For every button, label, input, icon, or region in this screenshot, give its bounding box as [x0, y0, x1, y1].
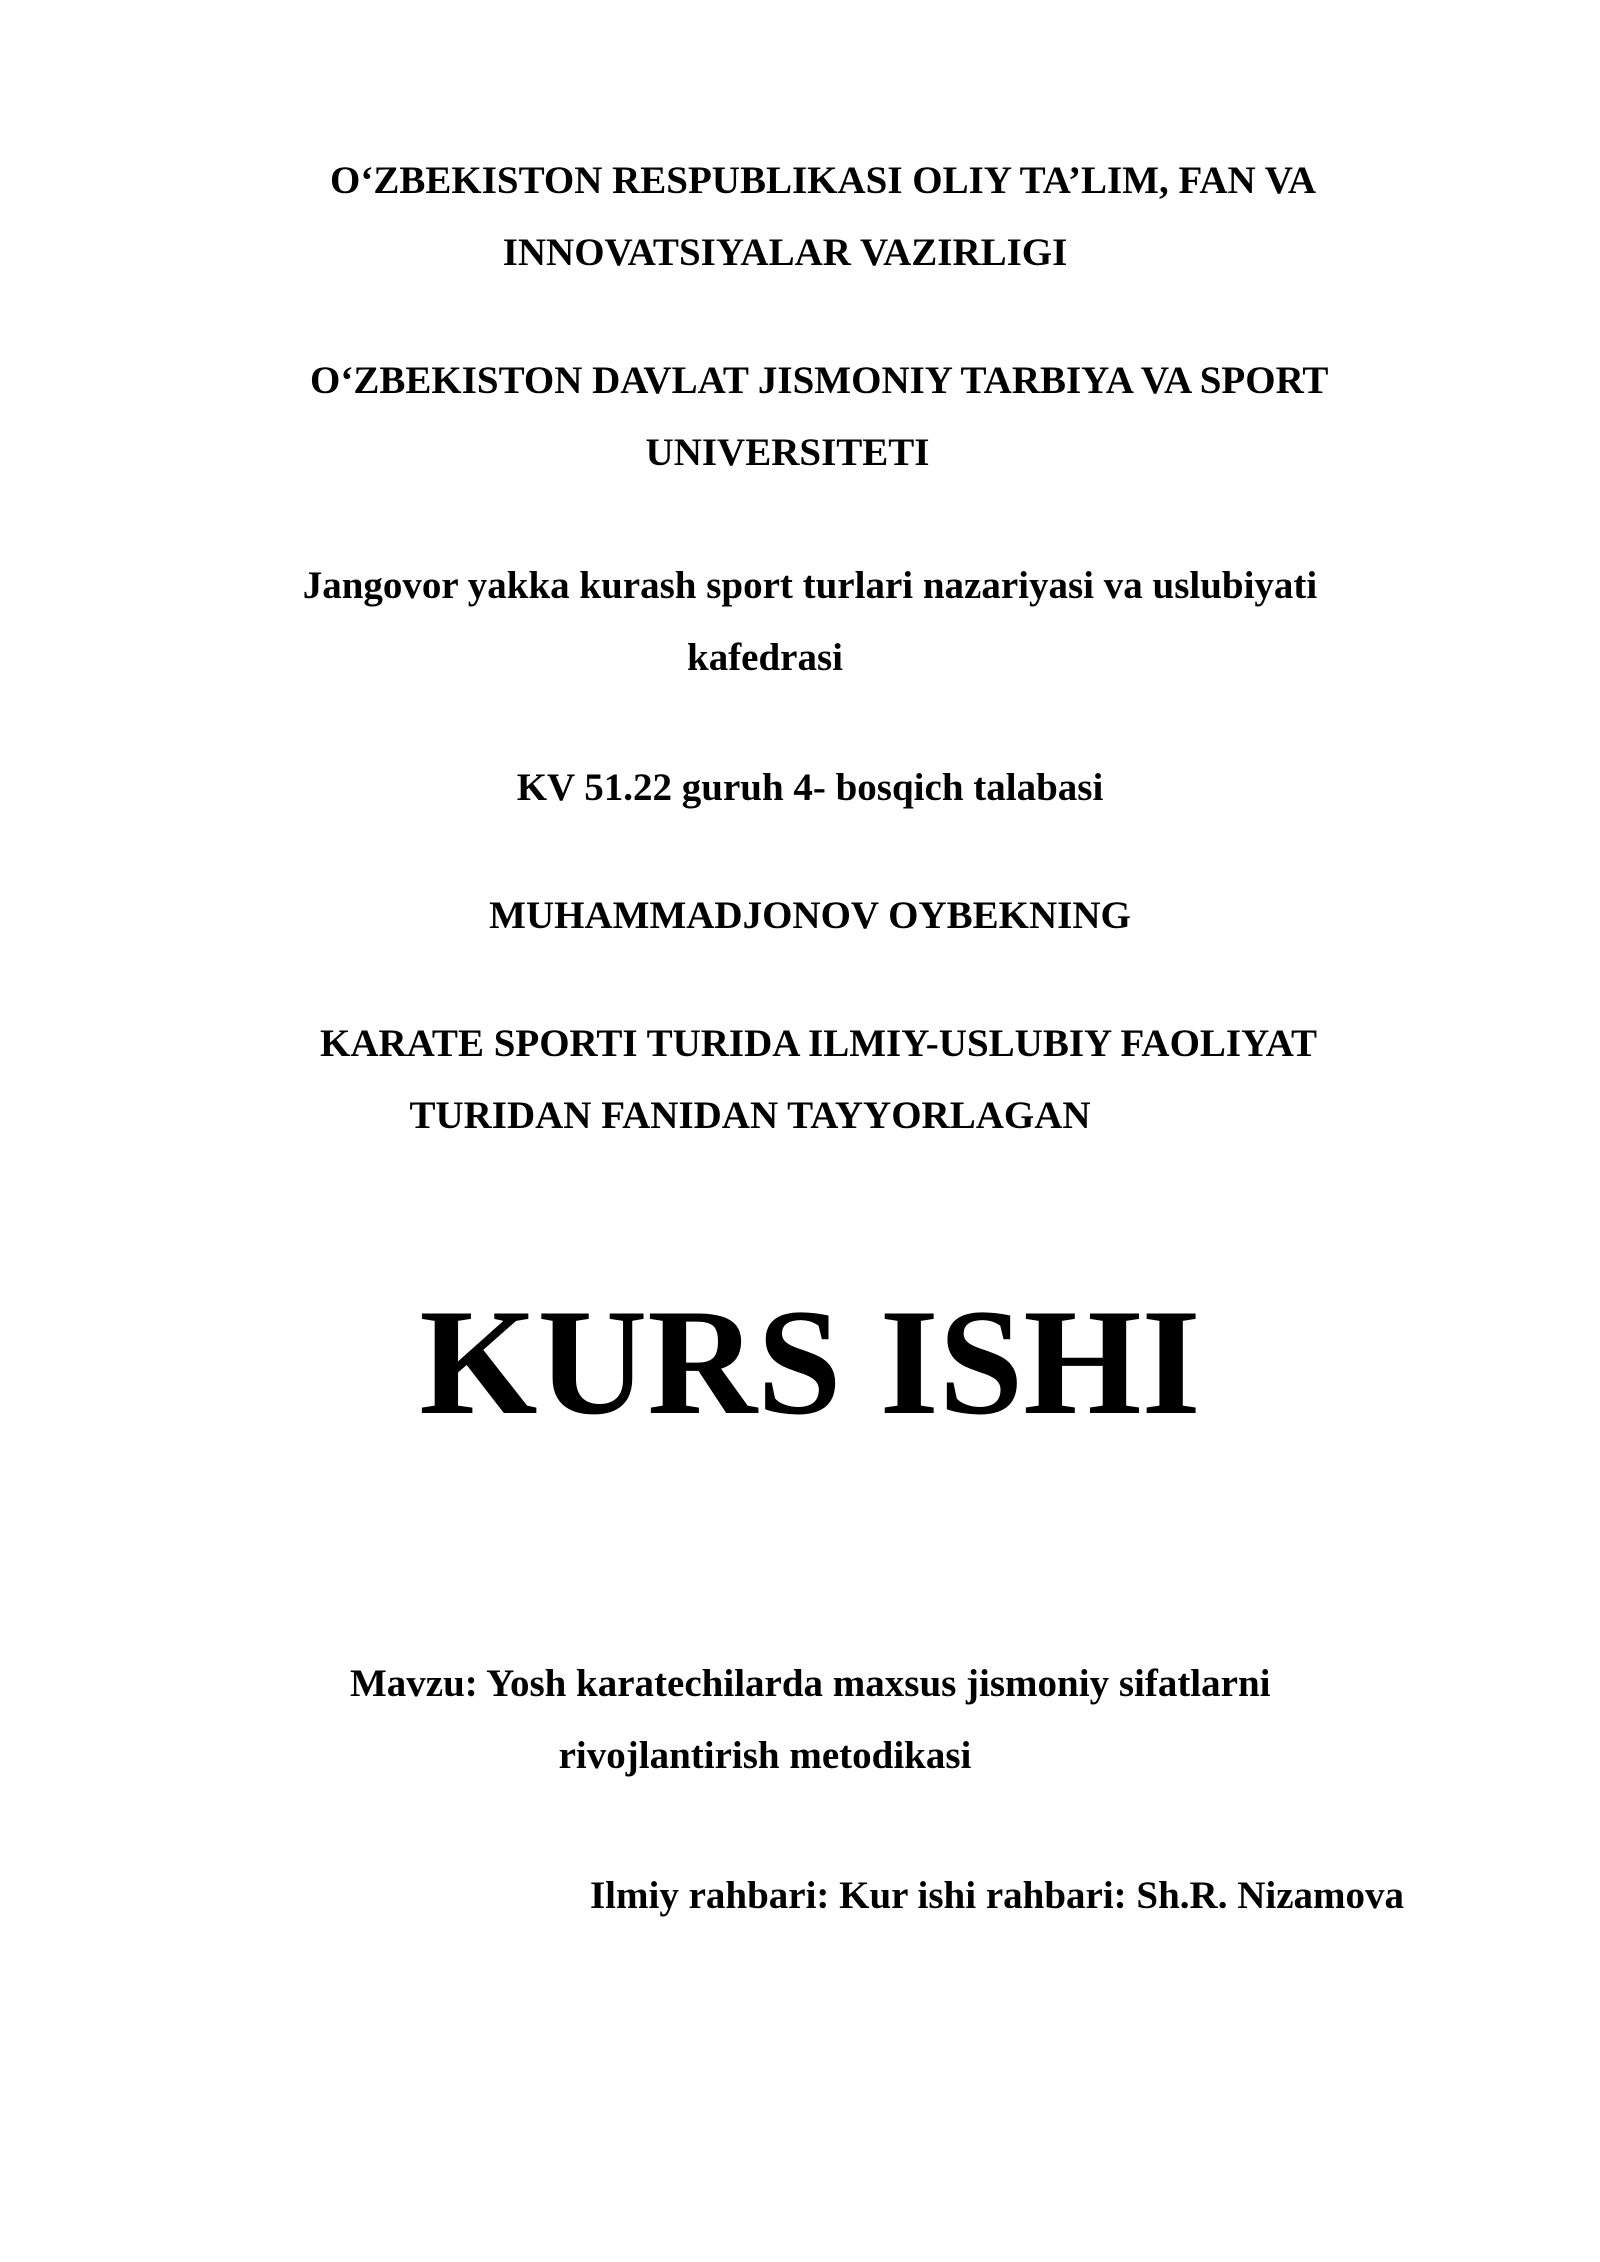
- university-heading: [310, 345, 1329, 489]
- department-heading-line-2: kafedrasi: [687, 636, 843, 679]
- ministry-heading-line-1: O‘ZBEKISTON RESPUBLIKASI OLIY TA’LIM, FAN VA: [330, 159, 1317, 202]
- subject-heading-line-1: KARATE SPORTI TURIDA ILMIY-USLUBIY FAOLIYAT: [320, 1022, 1317, 1065]
- student-group: [300, 752, 1320, 824]
- topic-heading: [350, 1648, 1270, 1792]
- student-group-text: KV 51.22 guruh 4- bosqich talabasi: [516, 766, 1104, 809]
- subject-heading: [320, 1008, 1317, 1152]
- student-name-text: MUHAMMADJONOV OYBEKNING: [489, 894, 1131, 937]
- department-heading-line-1: Jangovor yakka kurash sport turlari nazariyasi va uslubiyati: [302, 564, 1318, 607]
- document-title: [300, 1272, 1320, 1452]
- supervisor-line: [590, 1860, 1490, 1932]
- ministry-heading: [330, 145, 1317, 289]
- supervisor-text: Ilmiy rahbari: Kur ishi rahbari: Sh.R. Nizamova: [590, 1874, 1404, 1917]
- ministry-heading-line-2: INNOVATSIYALAR VAZIRLIGI: [502, 231, 1068, 274]
- document-title-text: KURS ISHI: [419, 1278, 1201, 1446]
- topic-heading-line-1: Mavzu: Yosh karatechilarda maxsus jismoniy sifatlarni: [350, 1662, 1271, 1705]
- university-heading-line-1: O‘ZBEKISTON DAVLAT JISMONIY TARBIYA VA SPORT: [310, 359, 1329, 402]
- subject-heading-line-2: TURIDAN FANIDAN TAYYORLAGAN: [409, 1094, 1091, 1137]
- topic-heading-line-2: rivojlantirish metodikasi: [558, 1734, 972, 1777]
- student-name: [300, 880, 1320, 952]
- department-heading: [300, 550, 1320, 694]
- university-heading-line-2: UNIVERSITETI: [645, 431, 930, 474]
